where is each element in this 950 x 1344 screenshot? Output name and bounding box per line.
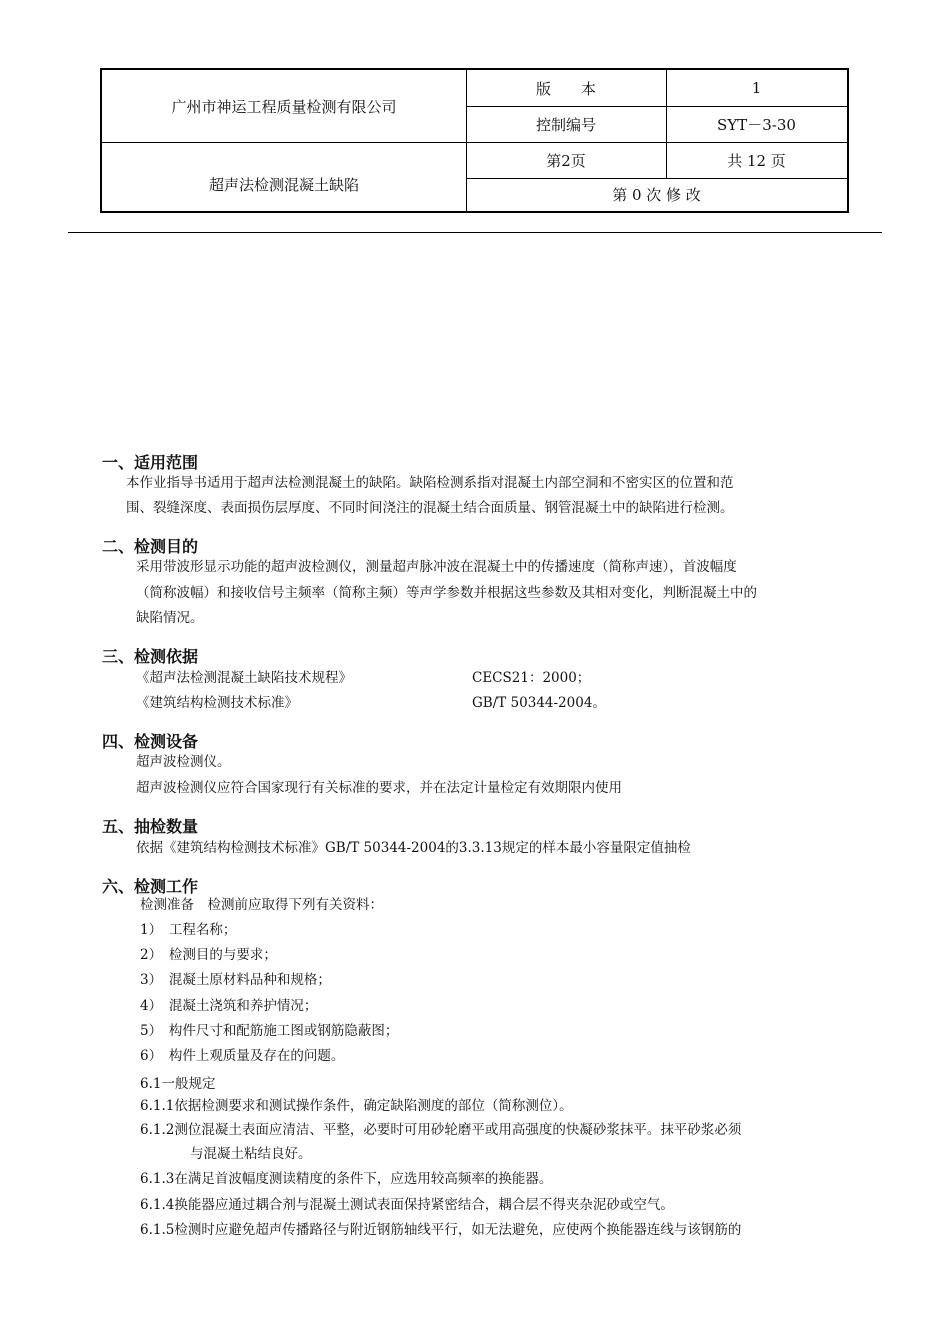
paragraph-line: （简称波幅）和接收信号主频率（简称主频）等声学参数并根据这些参数及其相对变化，判断混凝土中的 [136,585,757,601]
paragraph-line: 超声波检测仪。 [136,754,231,770]
list-item: 5） 构件尺寸和配筋施工图或钢筋隐蔽图； [140,1023,399,1039]
paragraph-line: 本作业指导书适用于超声法检测混凝土的缺陷。缺陷检测系指对混凝土内部空洞和不密实区的位置和范 [126,475,734,491]
section-title: 二、检测目的 [102,537,199,556]
section-title: 五、抽检数量 [102,817,199,836]
section-title: 四、检测设备 [102,732,199,751]
paragraph-line: 超声波检测仪应符合国家现行有关标准的要求，并在法定计量检定有效期限内使用 [136,780,622,796]
version-label: 版 本 [535,79,596,98]
reference-name: 《建筑结构检测技术标准》 [136,695,298,711]
revision-count: 第 0 次 修 改 [612,186,701,204]
paragraph-line: 缺陷情况。 [136,610,204,626]
reference-code: CECS21：2000； [472,670,591,686]
rule-line: 6.1一般规定 [140,1076,216,1092]
list-item: 2） 检测目的与要求； [140,947,277,963]
list-item: 6） 构件上观质量及存在的问题。 [140,1048,345,1064]
rule-line: 与混凝土粘结良好。 [190,1146,312,1162]
paragraph-line: 采用带波形显示功能的超声波检测仪，测量超声脉冲波在混凝土中的传播速度（简称声速），首波幅度 [136,559,737,575]
rule-line: 6.1.4换能器应通过耦合剂与混凝土测试表面保持紧密结合，耦合层不得夹杂泥砂或空气。 [140,1197,674,1213]
section-title: 三、检测依据 [102,647,199,666]
rule-line: 6.1.1依据检测要求和测试操作条件，确定缺陷测度的部位（简称测位）。 [140,1098,573,1114]
version-value: 1 [751,79,762,97]
section-title: 一、适用范围 [102,453,199,472]
page-number: 第2页 [546,151,586,170]
control-number-value: SYT－3-30 [717,115,796,134]
list-item: 1） 工程名称； [140,922,237,938]
document-header-table [100,68,849,213]
header-rule [68,232,882,233]
total-pages: 共 12 页 [727,151,786,170]
company-name: 广州市神运工程质量检测有限公司 [171,97,397,116]
rule-line: 6.1.2测位混凝土表面应清洁、平整，必要时可用砂轮磨平或用高强度的快凝砂浆抹平。抹平砂浆必须 [140,1122,742,1138]
rule-line: 6.1.5检测时应避免超声传播路径与附近钢筋轴线平行，如无法避免，应使两个换能器连线与该钢筋的 [140,1222,742,1238]
reference-name: 《超声法检测混凝土缺陷技术规程》 [136,670,352,686]
paragraph-line: 依据《建筑结构检测技术标准》GB/T 50344-2004的3.3.13规定的样本最小容量限定值抽检 [136,840,691,856]
paragraph-line: 围、裂缝深度、表面损伤层厚度、不同时间浇注的混凝土结合面质量、钢管混凝土中的缺陷进行检测。 [126,500,734,516]
rule-line: 6.1.3在满足首波幅度测读精度的条件下，应选用较高频率的换能器。 [140,1171,553,1187]
list-item: 4） 混凝土浇筑和养护情况； [140,998,318,1014]
section-title: 六、检测工作 [102,877,199,896]
control-number-label: 控制编号 [535,115,596,134]
paragraph-line: 检测准备 检测前应取得下列有关资料： [140,897,383,913]
list-item: 3） 混凝土原材料品种和规格； [140,972,331,988]
reference-code: GB/T 50344-2004。 [472,695,606,711]
document-title: 超声法检测混凝土缺陷 [208,176,359,194]
